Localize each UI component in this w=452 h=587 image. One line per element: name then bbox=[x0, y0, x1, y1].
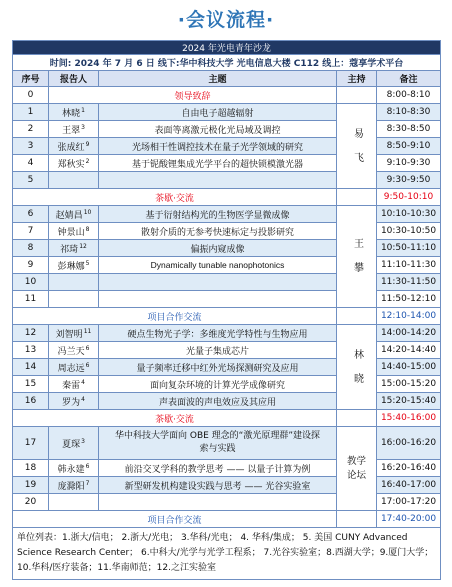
schedule-row bbox=[13, 274, 441, 291]
speaker-affiliation: 3 bbox=[81, 123, 85, 131]
speaker bbox=[49, 376, 99, 393]
speaker-affiliation: 1 bbox=[81, 106, 85, 114]
row-number: 4 bbox=[13, 155, 49, 172]
speaker-name: 张成红 bbox=[57, 142, 85, 153]
host-name: 王攀 bbox=[351, 238, 363, 286]
session-host bbox=[337, 511, 377, 528]
time-slot: 10:50-11:10 bbox=[377, 240, 441, 257]
speaker-name: 祁琦 bbox=[60, 244, 79, 255]
schedule-row bbox=[13, 121, 441, 138]
footer-row bbox=[13, 528, 441, 580]
speaker bbox=[49, 477, 99, 494]
speaker-affiliation: 6 bbox=[85, 361, 90, 369]
schedule-row bbox=[13, 206, 441, 223]
schedule-row bbox=[13, 172, 441, 189]
time-slot: 8:30-8:50 bbox=[377, 121, 441, 138]
talk-topic: 基于衍射结构光的生物医学显微成像 bbox=[99, 206, 337, 223]
talk-topic: 自由电子超越辐射 bbox=[99, 104, 337, 121]
schedule-row bbox=[13, 291, 441, 308]
schedule-row bbox=[13, 359, 441, 376]
session-host bbox=[337, 87, 377, 104]
row-number: 14 bbox=[13, 359, 49, 376]
speaker-name: 彭琳娜 bbox=[57, 261, 85, 272]
talk-topic: 光场相干性调控技术在量子光学领域的研究 bbox=[99, 138, 337, 155]
talk-topic: 华中科技大学面向 OBE 理念的“激光原理群”建设探索与实践 bbox=[99, 427, 337, 460]
talk-topic: 散射介质的无参考快速标定与投影研究 bbox=[99, 223, 337, 240]
time-slot: 17:40-20:00 bbox=[377, 511, 441, 528]
row-number: 10 bbox=[13, 274, 49, 291]
time-slot: 16:00-16:20 bbox=[377, 427, 441, 460]
col-header-number: 序号 bbox=[13, 71, 49, 87]
row-number: 0 bbox=[13, 87, 49, 104]
row-number: 5 bbox=[13, 172, 49, 189]
time-slot: 8:10-8:30 bbox=[377, 104, 441, 121]
page-title: ·会议流程· bbox=[177, 9, 275, 31]
session-host bbox=[337, 206, 377, 308]
time-slot: 11:10-11:30 bbox=[377, 257, 441, 274]
schedule-row bbox=[13, 477, 441, 494]
speaker bbox=[49, 172, 99, 189]
row-number: 3 bbox=[13, 138, 49, 155]
time-slot: 14:00-14:20 bbox=[377, 325, 441, 342]
speaker bbox=[49, 206, 99, 223]
time-slot: 9:50-10:10 bbox=[377, 189, 441, 206]
speaker-affiliation: 4 bbox=[81, 378, 85, 386]
schedule-row bbox=[13, 257, 441, 274]
row-number: 17 bbox=[13, 427, 49, 460]
row-number: 6 bbox=[13, 206, 49, 223]
col-header-host: 主持 bbox=[337, 71, 377, 87]
talk-topic bbox=[99, 291, 337, 308]
row-number: 9 bbox=[13, 257, 49, 274]
col-header-topic: 主题 bbox=[99, 71, 337, 87]
speaker bbox=[49, 121, 99, 138]
time-slot: 15:00-15:20 bbox=[377, 376, 441, 393]
speaker-name: 庞滁阳 bbox=[57, 481, 85, 492]
speaker bbox=[49, 240, 99, 257]
break-label: 茶歇·交流 bbox=[13, 189, 337, 206]
opening-speech-label: 领导致辞 bbox=[49, 87, 337, 104]
speaker bbox=[49, 104, 99, 121]
talk-topic: 表面等离激元极化光局域及调控 bbox=[99, 121, 337, 138]
column-header-row bbox=[13, 71, 441, 87]
speaker-affiliation: 12 bbox=[79, 242, 87, 250]
speaker-name: 罗为 bbox=[62, 397, 81, 408]
row-number: 2 bbox=[13, 121, 49, 138]
row-number: 16 bbox=[13, 393, 49, 410]
speaker-name: 郑秋实 bbox=[57, 159, 85, 170]
schedule-row bbox=[13, 342, 441, 359]
row-number: 15 bbox=[13, 376, 49, 393]
talk-topic: 前沿交叉学科的教学思考 —— 以量子计算为例 bbox=[99, 460, 337, 477]
speaker-affiliation: 2 bbox=[85, 157, 90, 165]
time-slot: 10:30-10:50 bbox=[377, 223, 441, 240]
session-host bbox=[337, 189, 377, 206]
schedule-row bbox=[13, 494, 441, 511]
schedule-row bbox=[13, 460, 441, 477]
talk-topic bbox=[99, 494, 337, 511]
speaker-name: 林晓 bbox=[62, 108, 81, 119]
talk-topic bbox=[99, 172, 337, 189]
time-slot: 9:30-9:50 bbox=[377, 172, 441, 189]
row-number: 19 bbox=[13, 477, 49, 494]
time-slot: 17:00-17:20 bbox=[377, 494, 441, 511]
time-slot: 11:50-12:10 bbox=[377, 291, 441, 308]
speaker-name: 秦雷 bbox=[62, 380, 81, 391]
speaker bbox=[49, 325, 99, 342]
affiliation-list: 单位列表：1.浙大/信电； 2.浙大/光电； 3.华科/光电； 4. 华科/集成； 5. 美国 CUNY Advanced Science Research Center； 6.中科大/光学与光学工程系； 7.光谷实验室；8.西湖大学；9.厦门大学；10.华科/医疗装备；11.华南师范；12.之江实验室 bbox=[13, 528, 441, 580]
speaker bbox=[49, 359, 99, 376]
session-host bbox=[337, 308, 377, 325]
schedule-row bbox=[13, 376, 441, 393]
speaker-affiliation: 6 bbox=[85, 462, 90, 470]
talk-topic: 偏振内窥成像 bbox=[99, 240, 337, 257]
speaker-name: 冯兰天 bbox=[57, 346, 85, 357]
speaker bbox=[49, 138, 99, 155]
row-number: 11 bbox=[13, 291, 49, 308]
speaker-name: 钟景山 bbox=[57, 227, 85, 238]
speaker bbox=[49, 427, 99, 460]
time-slot: 14:20-14:40 bbox=[377, 342, 441, 359]
row-number: 20 bbox=[13, 494, 49, 511]
time-slot: 8:00-8:10 bbox=[377, 87, 441, 104]
speaker-affiliation: 11 bbox=[83, 327, 92, 335]
speaker-affiliation: 7 bbox=[85, 479, 90, 487]
time-slot: 15:40-16:00 bbox=[377, 410, 441, 427]
host-name: 易飞 bbox=[351, 127, 363, 176]
row-number: 18 bbox=[13, 460, 49, 477]
time-slot: 11:30-11:50 bbox=[377, 274, 441, 291]
time-slot: 15:20-15:40 bbox=[377, 393, 441, 410]
speaker-affiliation: 6 bbox=[85, 344, 90, 352]
schedule-row bbox=[13, 427, 441, 460]
speaker bbox=[49, 342, 99, 359]
speaker-name: 夏琛 bbox=[62, 439, 81, 450]
session-host bbox=[337, 410, 377, 427]
break-row bbox=[13, 511, 441, 528]
speaker-name: 刘智明 bbox=[55, 329, 83, 340]
time-slot: 8:50-9:10 bbox=[377, 138, 441, 155]
event-info: 时间: 2024 年 7 月 6 日 线下:华中科技大学 光电信息大楼 C112 线上：蔻享学术平台 bbox=[13, 55, 441, 71]
speaker bbox=[49, 274, 99, 291]
speaker-affiliation: 10 bbox=[83, 208, 92, 216]
event-info-row bbox=[13, 55, 441, 71]
speaker-affiliation: 8 bbox=[85, 225, 90, 233]
schedule-row bbox=[13, 155, 441, 172]
event-title-row bbox=[13, 41, 441, 55]
col-header-speaker: 报告人 bbox=[49, 71, 99, 87]
schedule-table bbox=[12, 40, 441, 580]
talk-topic: Dynamically tunable nanophotonics bbox=[99, 257, 337, 274]
event-title: 2024 年光电青年沙龙 bbox=[13, 41, 441, 55]
row-number: 12 bbox=[13, 325, 49, 342]
speaker bbox=[49, 291, 99, 308]
speaker-name: 韩永建 bbox=[57, 464, 85, 475]
schedule-row bbox=[13, 104, 441, 121]
host-name: 教学论坛 bbox=[346, 455, 366, 481]
session-host bbox=[337, 427, 377, 511]
time-slot: 14:40-15:00 bbox=[377, 359, 441, 376]
row-number: 8 bbox=[13, 240, 49, 257]
talk-topic: 面向复杂环境的计算光学成像研究 bbox=[99, 376, 337, 393]
host-name: 林晓 bbox=[351, 348, 363, 397]
row-number: 1 bbox=[13, 104, 49, 121]
speaker bbox=[49, 257, 99, 274]
time-slot: 9:10-9:30 bbox=[377, 155, 441, 172]
time-slot: 10:10-10:30 bbox=[377, 206, 441, 223]
schedule-row bbox=[13, 138, 441, 155]
speaker bbox=[49, 460, 99, 477]
speaker-name: 王翠 bbox=[62, 125, 81, 136]
schedule-row bbox=[13, 393, 441, 410]
row-number: 13 bbox=[13, 342, 49, 359]
session-host bbox=[337, 104, 377, 189]
break-label: 项目合作交流 bbox=[13, 308, 337, 325]
break-label: 项目合作交流 bbox=[13, 511, 337, 528]
speaker-name: 赵婧昌 bbox=[55, 210, 83, 221]
speaker bbox=[49, 393, 99, 410]
speaker-name: 周志远 bbox=[57, 363, 85, 374]
speaker-affiliation: 3 bbox=[81, 437, 85, 445]
talk-topic bbox=[99, 274, 337, 291]
break-label: 茶歇·交流 bbox=[13, 410, 337, 427]
time-slot: 16:40-17:00 bbox=[377, 477, 441, 494]
speaker bbox=[49, 494, 99, 511]
schedule-row bbox=[13, 325, 441, 342]
speaker bbox=[49, 155, 99, 172]
schedule-row bbox=[13, 223, 441, 240]
schedule-row bbox=[13, 240, 441, 257]
talk-topic: 声表面波的声电效应及其应用 bbox=[99, 393, 337, 410]
break-row bbox=[13, 308, 441, 325]
time-slot: 16:20-16:40 bbox=[377, 460, 441, 477]
talk-topic: 光量子集成芯片 bbox=[99, 342, 337, 359]
talk-topic: 量子频率迁移中红外光场探测研究及应用 bbox=[99, 359, 337, 376]
break-row bbox=[13, 410, 441, 427]
talk-topic: 基于铌酸锂集成光学平台的超快锁模激光器 bbox=[99, 155, 337, 172]
row-number: 7 bbox=[13, 223, 49, 240]
speaker-affiliation: 9 bbox=[85, 140, 90, 148]
speaker bbox=[49, 223, 99, 240]
schedule-row bbox=[13, 87, 441, 104]
break-row bbox=[13, 189, 441, 206]
col-header-note: 备注 bbox=[377, 71, 441, 87]
speaker-affiliation: 4 bbox=[81, 395, 85, 403]
talk-topic: 硬点生物光子学：多维度光学特性与生物应用 bbox=[99, 325, 337, 342]
time-slot: 12:10-14:00 bbox=[377, 308, 441, 325]
speaker-affiliation: 5 bbox=[85, 259, 90, 267]
session-host bbox=[337, 325, 377, 410]
talk-topic: 新型研发机构建设实践与思考 —— 光谷实验室 bbox=[99, 477, 337, 494]
